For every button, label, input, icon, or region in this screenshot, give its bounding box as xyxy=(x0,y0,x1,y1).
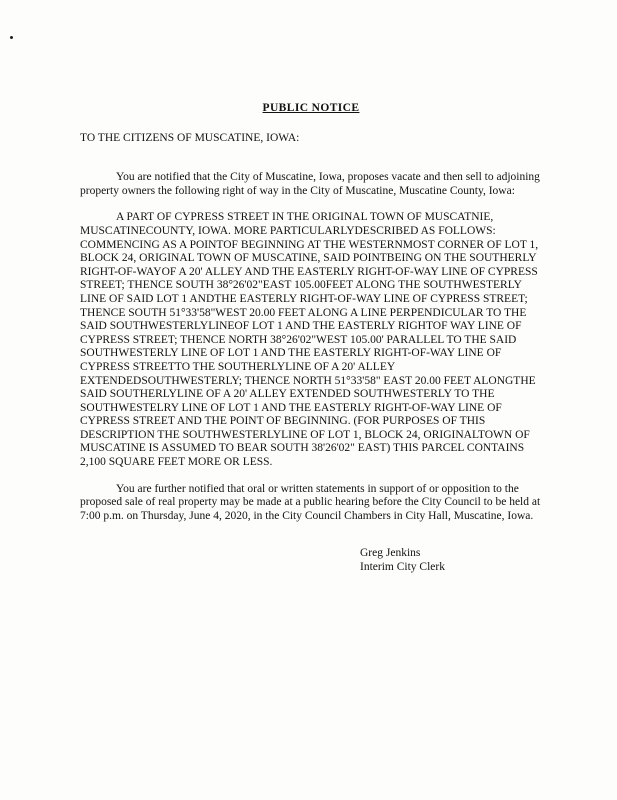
signature-name: Greg Jenkins xyxy=(360,547,421,560)
signature-block xyxy=(360,547,542,574)
document-content xyxy=(80,102,542,575)
hearing-notice-paragraph: You are further notified that oral or written statements in support of or opposition to the proposed sale of real property may be made at a public hearing before the City Council to be held at 7:00 p.m. on Thursday, June 4, 2020, in the City Council Chambers in City Hall, Muscatine, Iowa. xyxy=(80,482,541,522)
document-title: PUBLIC NOTICE xyxy=(262,102,360,114)
notice-paragraph-intro: You are notified that the City of Muscatine, Iowa, proposes vacate and then sell to adjoining property owners the following right of way in the City of Muscatine, Muscatine County, Iowa: xyxy=(80,171,540,197)
legal-description-paragraph: A PART OF CYPRESS STREET IN THE ORIGINAL TOWN OF MUSCATNIE, MUSCATINECOUNTY, IOWA. MORE PARTICULARLYDESCRIBED AS FOLLOWS: COMMENCING AS A POINTOF BEGINNING AT THE WESTERNMOST CORNER OF LOT 1, BLOCK 24, ORIGINAL TOWN OF MUSCATINE, SAID POINTBEING ON THE SOUTHERLY RIGHT-OF-WAYOF A 20' ALLEY AND THE EASTERLY RIGHT-OF-WAY LINE OF CYPRESS STREET; THENCE SOUTH 38°26'02"EAST 105.00FEET ALONG THE SOUTHWESTERLY LINE OF SAID LOT 1 ANDTHE EASTERLY RIGHT-OF-WAY LINE OF CYPRESS STREET; THENCE SOUTH 51°33'58"WEST 20.00 FEET ALONG A LINE PERPENDICULAR TO THE SAID SOUTHWESTERLYLINEOF LOT 1 AND THE EASTERLY RIGHTOF WAY LINE OF CYPRESS STREET; THENCE NORTH 38°26'02"WEST 105.00' PARALLEL TO THE SAID SOUTHWESTERLY LINE OF LOT 1 AND THE EASTERLY RIGHT-OF-WAY LINE OF CYPRESS STREETTO THE SOUTHERLYLINE OF A 20' ALLEY EXTENDEDSOUTHWESTERLY; THENCE NORTH 51°33'58" EAST 20.00 FEET ALONGTHE SAID SOUTHERLYLINE OF A 20' ALLEY EXTENDED SOUTHWESTERLY TO THE SOUTHWESTELRY LINE OF LOT 1 AND THE EASTERLY RIGHT-OF-WAY LINE OF CYPRESS STREET AND THE POINT OF BEGINNING. (FOR PURPOSES OF THIS DESCRIPTION THE SOUTHWESTERLYLINE OF LOT 1, BLOCK 24, ORIGINALTOWN OF MUSCATINE IS ASSUMED TO BEAR SOUTH 38'26'02" EAST) THIS PARCEL CONTAINS 2,100 SQUARE FEET MORE OR LESS. xyxy=(80,211,539,469)
scan-artifact-dot xyxy=(10,36,13,39)
signature-title: Interim City Clerk xyxy=(360,561,445,574)
salutation-line: TO THE CITIZENS OF MUSCATINE, IOWA: xyxy=(80,131,300,144)
